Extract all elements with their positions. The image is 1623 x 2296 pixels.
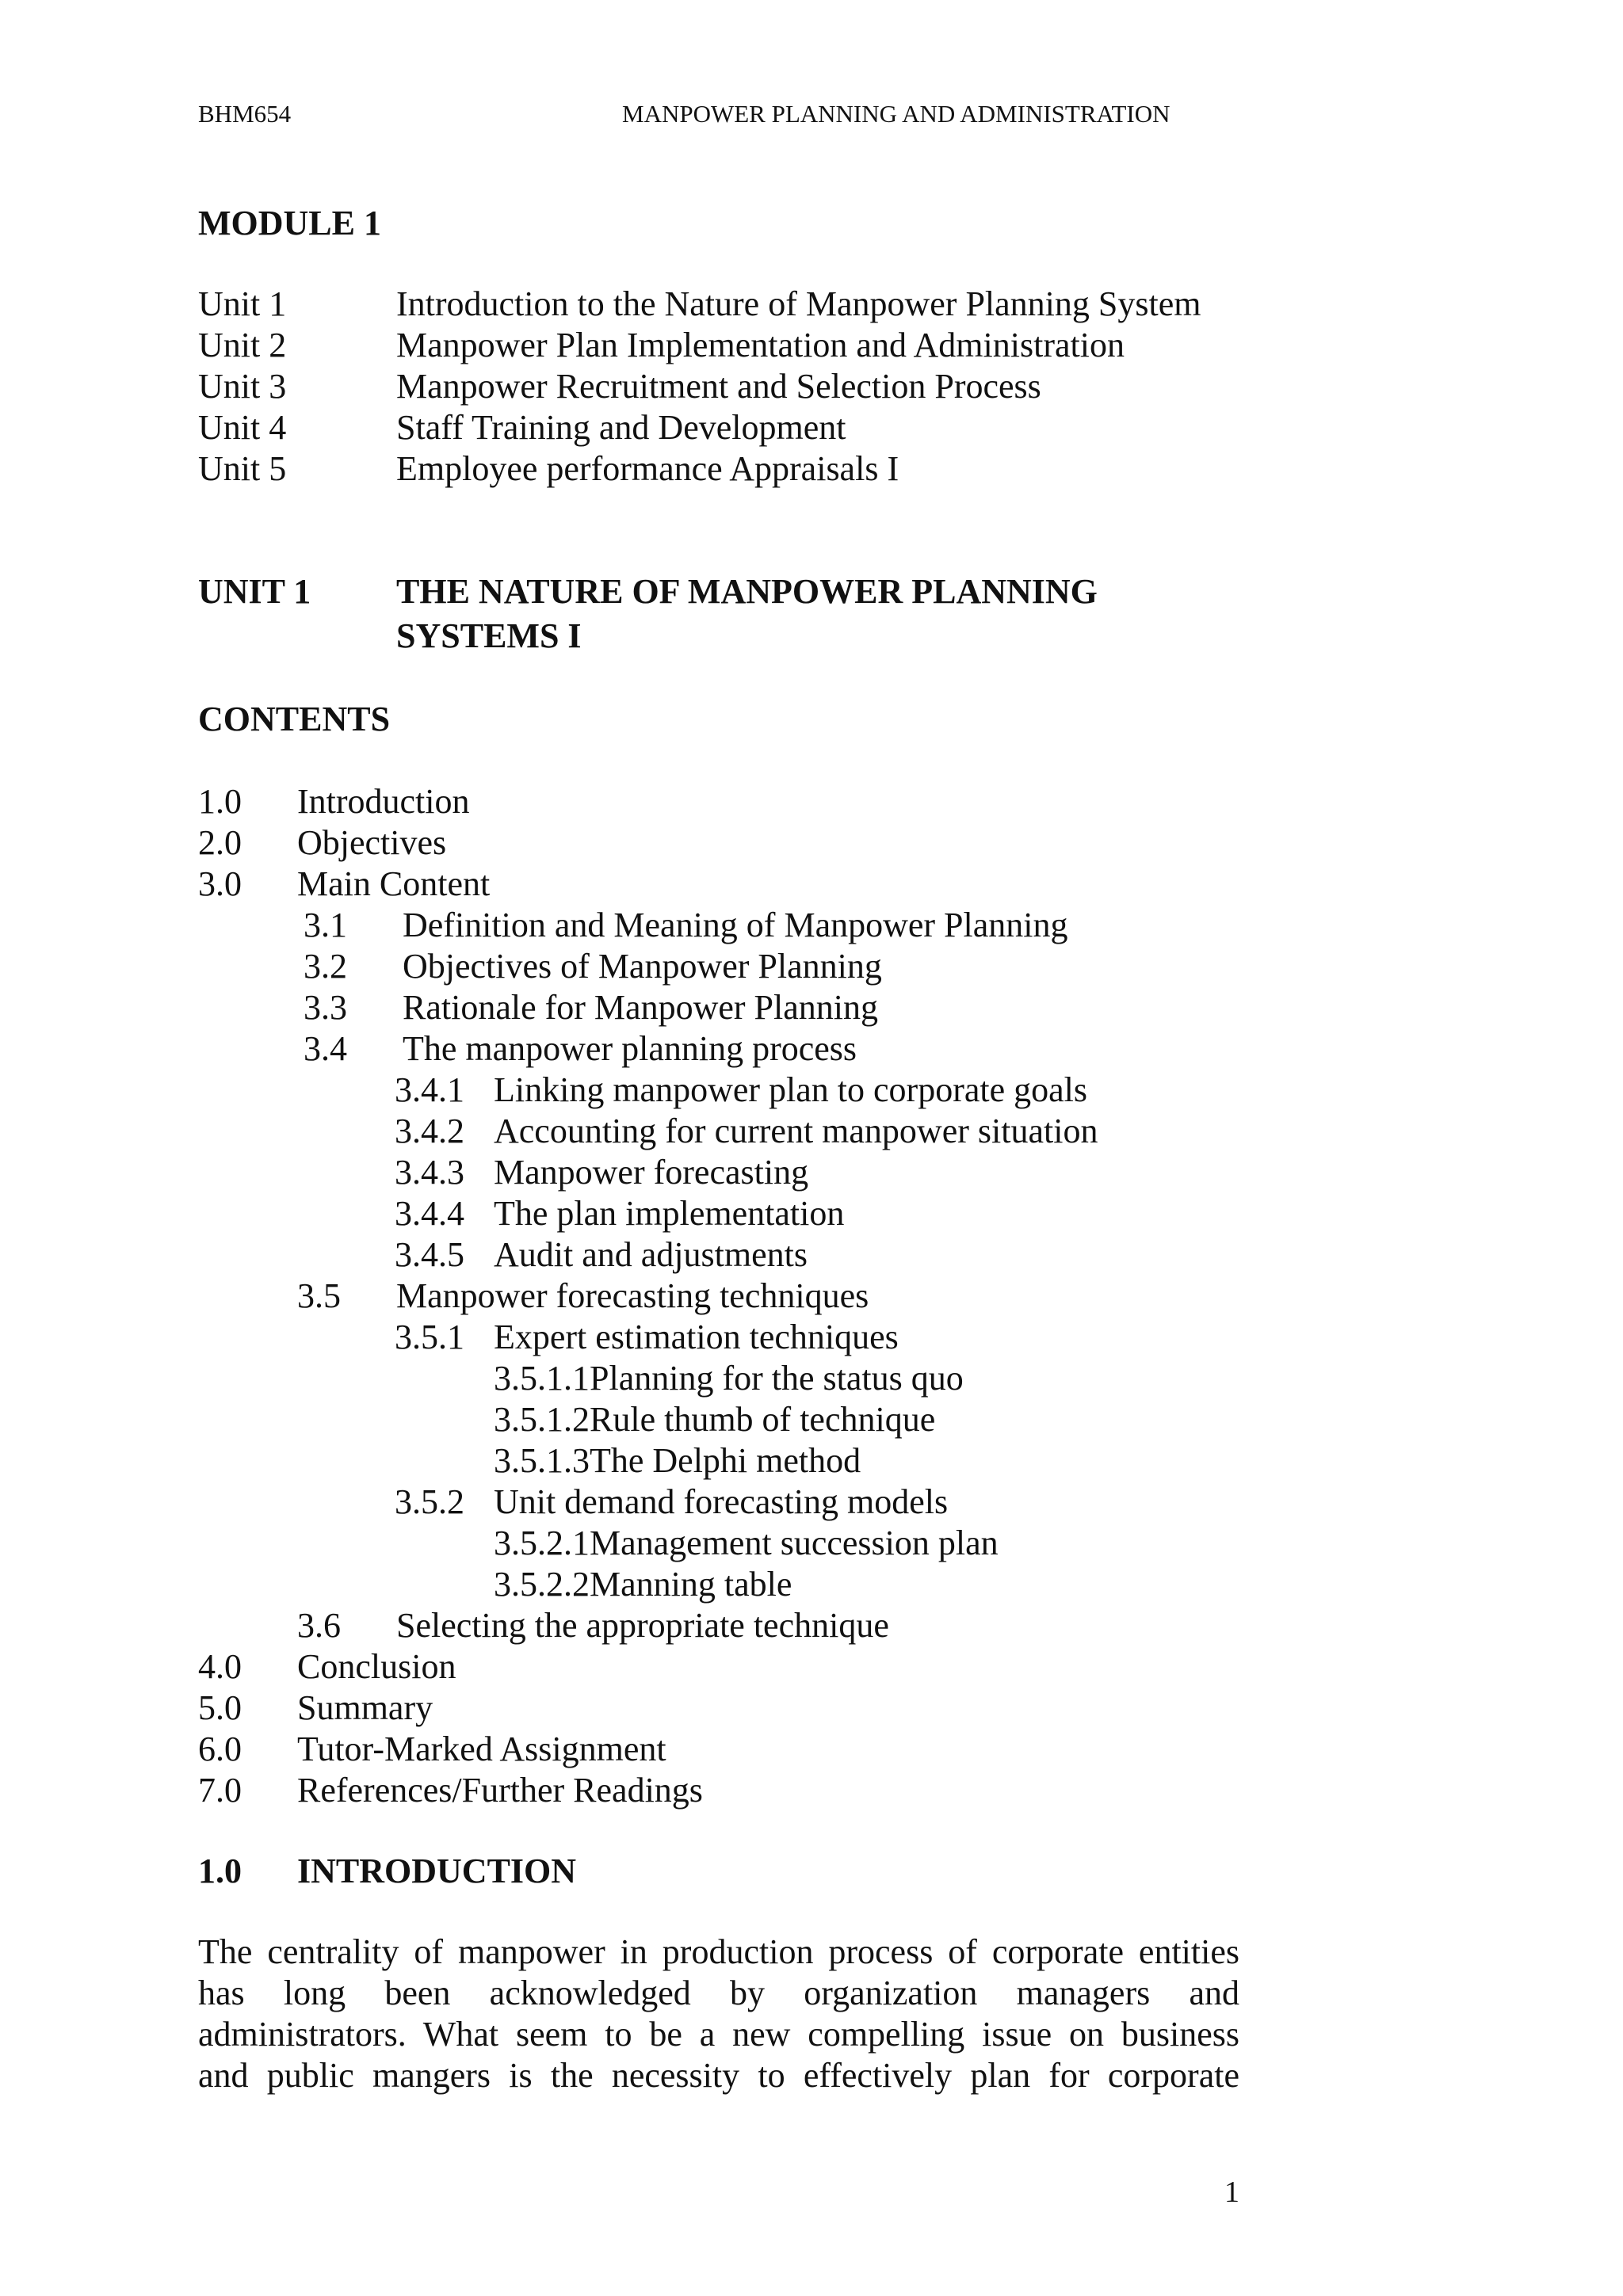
toc-number: 4.0 (198, 1647, 242, 1686)
toc-number: 3.4.1 (395, 1070, 464, 1109)
toc-entry: Accounting for current manpower situation (494, 1112, 1098, 1150)
toc-entry: Conclusion (297, 1647, 456, 1686)
toc-number: 3.2 (304, 947, 347, 986)
unit-heading-label: UNIT 1 (198, 572, 311, 611)
unit-title: Manpower Recruitment and Selection Process (396, 367, 1041, 406)
toc-text: Rule thumb of technique (590, 1400, 936, 1439)
course-title-header: MANPOWER PLANNING AND ADMINISTRATION (622, 100, 1170, 128)
course-code: BHM654 (198, 100, 292, 128)
toc-entry: Summary (297, 1688, 433, 1727)
toc-entry-deep (494, 1402, 935, 1437)
toc-entry: Definition and Meaning of Manpower Planning (403, 906, 1068, 944)
toc-number: 3.4 (304, 1029, 347, 1068)
toc-entry: Expert estimation techniques (494, 1318, 899, 1356)
toc-number: 3.0 (198, 864, 242, 903)
section-title: INTRODUCTION (297, 1852, 577, 1890)
unit-label: Unit 3 (198, 367, 287, 406)
toc-entry: Objectives (297, 823, 447, 862)
toc-number: 3.5.1.2 (494, 1400, 590, 1439)
toc-number: 2.0 (198, 823, 242, 862)
paragraph-line: administrators. What seem to be a new compelling issue on business (198, 2015, 1239, 2054)
toc-entry: Objectives of Manpower Planning (403, 947, 882, 986)
unit-title: Staff Training and Development (396, 408, 846, 447)
toc-entry: Manpower forecasting techniques (396, 1276, 869, 1315)
toc-entry-deep (494, 1567, 792, 1602)
toc-number: 3.5.1.1 (494, 1359, 590, 1398)
toc-text: The Delphi method (590, 1441, 861, 1480)
toc-text: Management succession plan (590, 1524, 999, 1562)
unit-title: Employee performance Appraisals I (396, 449, 899, 488)
toc-entry: References/Further Readings (297, 1771, 703, 1810)
toc-number: 3.4.3 (395, 1153, 464, 1192)
toc-entry: Manpower forecasting (494, 1153, 809, 1192)
section-number: 1.0 (198, 1852, 242, 1890)
unit-label: Unit 2 (198, 326, 287, 364)
paragraph-line: The centrality of manpower in production process of corporate entities (198, 1932, 1239, 1971)
toc-number: 5.0 (198, 1688, 242, 1727)
unit-label: Unit 5 (198, 449, 287, 488)
toc-number: 3.4.5 (395, 1235, 464, 1274)
toc-number: 7.0 (198, 1771, 242, 1810)
module-title: MODULE 1 (198, 204, 381, 242)
unit-title: Manpower Plan Implementation and Administration (396, 326, 1125, 364)
unit-heading-title-line1: THE NATURE OF MANPOWER PLANNING (396, 572, 1098, 611)
toc-number: 3.3 (304, 988, 347, 1027)
contents-title: CONTENTS (198, 700, 391, 738)
toc-text: Planning for the status quo (590, 1359, 964, 1398)
toc-entry: Main Content (297, 864, 491, 903)
toc-number: 3.6 (297, 1606, 341, 1645)
toc-entry: Audit and adjustments (494, 1235, 808, 1274)
unit-label: Unit 4 (198, 408, 287, 447)
toc-number: 3.4.2 (395, 1112, 464, 1150)
unit-title: Introduction to the Nature of Manpower Planning System (396, 284, 1201, 323)
toc-entry-deep (494, 1526, 999, 1561)
toc-entry-deep (494, 1441, 861, 1480)
unit-heading-title-line2: SYSTEMS I (396, 616, 582, 655)
toc-entry-deep (494, 1361, 964, 1396)
page-number: 1 (1224, 2176, 1239, 2209)
toc-number: 3.5.2 (395, 1482, 464, 1521)
toc-number: 3.5.1 (395, 1318, 464, 1356)
toc-entry: Tutor-Marked Assignment (297, 1730, 666, 1768)
toc-entry: Linking manpower plan to corporate goals (494, 1070, 1088, 1109)
toc-number: 3.1 (304, 906, 347, 944)
toc-number: 1.0 (198, 782, 242, 821)
unit-label: Unit 1 (198, 284, 287, 323)
toc-number: 3.5.1.3 (494, 1441, 590, 1480)
toc-text: Manning table (590, 1565, 792, 1604)
toc-entry: Unit demand forecasting models (494, 1482, 949, 1521)
toc-number: 6.0 (198, 1730, 242, 1768)
toc-number: 3.5.2.1 (494, 1524, 590, 1562)
toc-entry: The manpower planning process (403, 1029, 857, 1068)
toc-entry: Introduction (297, 782, 470, 821)
toc-entry: Rationale for Manpower Planning (403, 988, 878, 1027)
toc-number: 3.4.4 (395, 1194, 464, 1233)
paragraph-line: and public mangers is the necessity to effectively plan for corporate (198, 2056, 1239, 2095)
paragraph-line: has long been acknowledged by organization managers and (198, 1974, 1239, 2012)
toc-number: 3.5 (297, 1276, 341, 1315)
toc-entry: Selecting the appropriate technique (396, 1606, 889, 1645)
toc-number: 3.5.2.2 (494, 1565, 590, 1604)
toc-entry: The plan implementation (494, 1194, 845, 1233)
